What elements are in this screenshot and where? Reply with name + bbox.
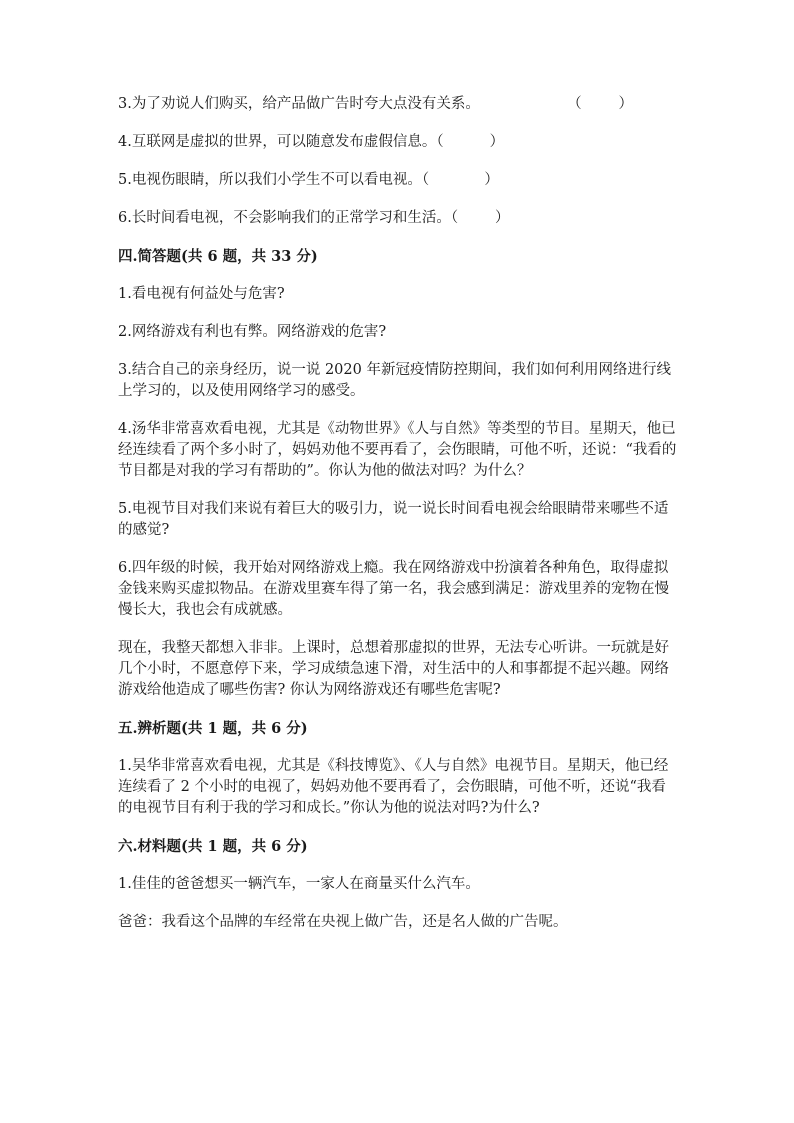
statement-text: 5.电视伤眼睛，所以我们小学生不可以看电视。 <box>118 172 422 188</box>
answer-parentheses: （ ） <box>450 210 510 226</box>
statement-text: 6.长时间看电视，不会影响我们的正常学习和生活。 <box>118 210 451 226</box>
question-4-6-part-2: 现在，我整天都想入非非。上课时，总想着那虚拟的世界，无法专心听讲。一玩就是好几个小时，不愿意停下来，学习成绩急速下滑，对生活中的人和事都提不起兴趣。网络游戏给他造成了哪些伤害? 你认为网络游戏还有哪些危害呢? <box>118 640 669 698</box>
question-5-1: 1.吴华非常喜欢看电视，尤其是《科技博览》、《人与自然》电视节目。星期天，他已经连续看了 2 个小时的电视了，妈妈劝他不要再看了，会伤眼睛，可他不听，还说“我看的电视节目有利于我的学习和成长。”你认为他的说法对吗?为什么? <box>118 758 669 816</box>
statement-text: 4.互联网是虚拟的世界，可以随意发布虚假信息。 <box>118 134 437 150</box>
true-false-item-6 <box>118 208 678 229</box>
true-false-item-3 <box>118 94 678 115</box>
section-heading-short-answer: 四.简答题(共 6 题，共 33 分) <box>118 248 318 265</box>
question-6-1: 1.佳佳的爸爸想买一辆汽车，一家人在商量买什么汽车。 <box>118 876 480 892</box>
true-false-item-4 <box>118 132 678 153</box>
exam-page <box>118 94 678 950</box>
question-4-2: 2.网络游戏有利也有弊。网络游戏的危害? <box>118 324 387 340</box>
question-4-4: 4.汤华非常喜欢看电视，尤其是《动物世界》《人与自然》等类型的节目。星期天，他已经连续看了两个多小时了，妈妈劝他不要再看了，会伤眼睛，可他不听，还说：“我看的节目都是对我的学习有帮助的”。你认为他的做法对吗？为什么？ <box>118 421 677 479</box>
answer-parentheses: （ ） <box>436 134 505 150</box>
answer-parentheses: （ ） <box>567 96 634 112</box>
section-heading-material: 六.材料题(共 1 题，共 6 分) <box>118 838 308 855</box>
statement-text: 3.为了劝说人们购买，给产品做广告时夸大点没有关系。 <box>118 96 480 112</box>
question-4-5: 5.电视节目对我们来说有着巨大的吸引力，说一说长时间看电视会给眼睛带来哪些不适的感觉? <box>118 501 669 538</box>
question-4-6-part-1: 6.四年级的时候，我开始对网络游戏上瘾。我在网络游戏中扮演着各种角色，取得虚拟金钱来购买虚拟物品。在游戏里赛车得了第一名，我会感到满足：游戏里养的宠物在慢慢长大，我也会有成就感。 <box>118 560 669 618</box>
section-heading-analysis: 五.辨析题(共 1 题，共 6 分) <box>118 720 308 737</box>
question-6-1-dialog: 爸爸：我看这个品牌的车经常在央视上做广告，还是名人做的广告呢。 <box>118 914 568 930</box>
true-false-item-5 <box>118 170 678 191</box>
question-4-1: 1.看电视有何益处与危害? <box>118 286 285 302</box>
question-4-3: 3.结合自己的亲身经历，说一说 2020 年新冠疫情防控期间，我们如何利用网络进行线上学习的，以及使用网络学习的感受。 <box>118 362 671 399</box>
answer-parentheses: （ ） <box>421 172 499 188</box>
answer-gap <box>480 94 567 115</box>
